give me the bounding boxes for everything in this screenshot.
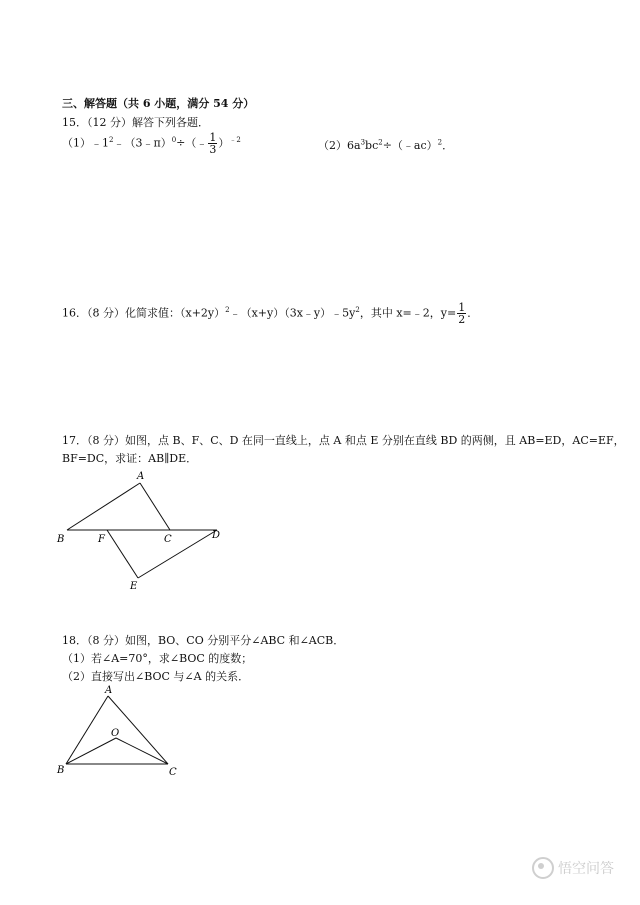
label-c: C [169, 767, 177, 778]
q18-stem: 18．（8 分）如图，BO、CO 分别平分∠ABC 和∠ACB． [62, 634, 345, 647]
q16-fraction [457, 302, 466, 325]
q16-num: 1 [458, 301, 466, 314]
segment-ab [67, 483, 140, 530]
q15-p1-b: ﹣（3﹣π） [113, 136, 172, 150]
q15-p1-num: 1 [209, 131, 217, 144]
label-a: A [105, 685, 113, 696]
segment-ac [140, 483, 170, 530]
q15-p1-a: （1）﹣1 [62, 136, 109, 150]
q15-p1-a-sup: 2 [109, 135, 114, 144]
wukong-logo-icon [532, 857, 554, 879]
q15-p2-c-sup: 2 [437, 138, 443, 147]
q15-p1-c: ÷（﹣ [176, 136, 208, 150]
q15-p2-a-sup: 3 [360, 138, 366, 147]
q17-line2: BF=DC，求证：AB∥DE． [62, 452, 198, 465]
q17-figure [52, 466, 242, 596]
q15-p1-den: 3 [209, 143, 217, 156]
label-e: E [130, 581, 138, 592]
q15-p2-b: bc [365, 139, 379, 152]
q17-line1: 17．（8 分）如图，点 B、F、C、D 在同一直线上，点 A 和点 E 分别在直线 BD 的两侧，且 AB=ED，AC=EF， [62, 434, 625, 447]
watermark [532, 857, 614, 879]
watermark-text: 悟空问答 [558, 861, 614, 877]
q16-b-sup: 2 [355, 305, 360, 314]
section-title: 三、解答题（共 6 小题，满分 54 分） [62, 97, 255, 110]
segment-ab [66, 696, 108, 764]
segment-fe [107, 530, 138, 578]
q15-part1 [62, 132, 241, 155]
q15-p1-b-sup: 0 [171, 135, 177, 144]
q16-c: ，其中 x=﹣2，y= [359, 306, 457, 320]
label-c: C [164, 534, 172, 545]
q16-text [62, 302, 478, 325]
q15-p2-d: ． [442, 139, 454, 152]
label-a: A [137, 471, 145, 482]
q16-d: ． [467, 306, 479, 320]
label-b: B [57, 534, 65, 545]
label-o: O [111, 728, 120, 739]
label-d: D [212, 530, 221, 541]
q15-p2-c: ÷（﹣ac） [382, 139, 438, 152]
q16-b: ﹣（x+y）（3x﹣y）﹣5y [229, 306, 356, 320]
segment-co [116, 738, 168, 764]
q15-p2-a: （2）6a [318, 139, 361, 152]
q15-p1-fraction [208, 132, 217, 155]
label-b: B [57, 765, 65, 776]
q16-den: 2 [458, 313, 466, 326]
q15-p1-d-sup: ﹣2 [229, 135, 241, 144]
q18-part2: （2）直接写出∠BOC 与∠A 的关系． [62, 670, 250, 683]
q15-p2-b-sup: 2 [378, 138, 383, 147]
q18-figure [52, 682, 192, 782]
q16-a-sup: 2 [225, 305, 230, 314]
q15-stem: 15．（12 分）解答下列各题． [62, 116, 209, 129]
q16-a: 16．（8 分）化简求值：（x+2y） [62, 306, 226, 320]
segment-ed [138, 530, 217, 578]
q18-part1: （1）若∠A=70°，求∠BOC 的度数； [62, 652, 253, 665]
label-f: F [98, 534, 105, 545]
q15-part2 [318, 137, 453, 153]
q15-p1-d: ） [218, 136, 230, 150]
